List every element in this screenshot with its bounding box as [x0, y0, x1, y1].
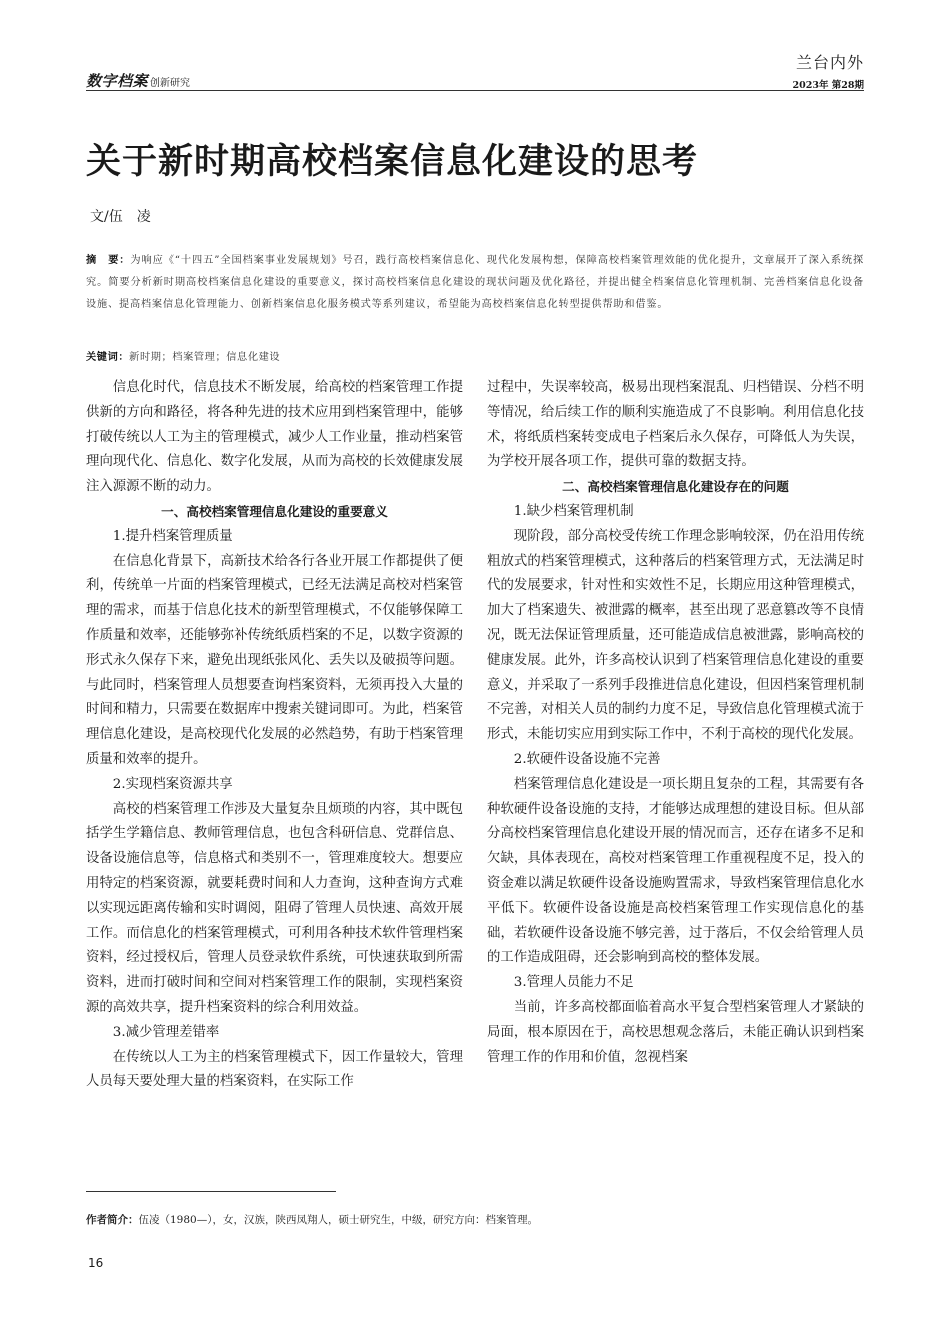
- paragraph-continued: 过程中，失误率较高，极易出现档案混乱、归档错误、分档不明等情况，给后续工作的顺利实施造成了不良影响。利用信息化技术，将纸质档案转变成电子档案后永久保存，可降低人为失误，为学校开展各项工作，提供可靠的数据支持。: [487, 380, 864, 470]
- subsection-heading: 3.管理人员能力不足: [513, 975, 634, 991]
- section-heading: 一、高校档案管理信息化建设的重要意义: [161, 503, 388, 519]
- article-title: 关于新时期高校档案信息化建设的思考: [86, 141, 699, 182]
- section-heading: 二、高校档案管理信息化建设存在的问题: [562, 479, 789, 495]
- abstract-label: 摘 要：: [86, 255, 131, 266]
- keywords-text: 新时期；档案管理；信息化建设: [129, 352, 281, 363]
- author-name: 伍 凌: [108, 209, 151, 225]
- paragraph: 档案管理信息化建设是一项长期且复杂的工程，其需要有各种软硬件设备设施的支持，才能够达成理想的建设目标。但从部分高校档案管理信息化建设开展的情况而言，还存在诸多不足和欠缺，具体表现在，高校对档案管理工作重视程度不足，投入的资金难以满足软硬件设备设施购置需求，导致档案管理信息化水平低下。软硬件设备设施是高校档案管理工作实现信息化的基础，若软硬件设备设施不够完善，过于落后，不仅会给管理人员的工作造成阻碍，还会影响到高校的整体发展。: [487, 776, 864, 966]
- footnote-label: 作者简介：: [86, 1214, 139, 1226]
- paragraph: 现阶段，部分高校受传统工作理念影响较深，仍在沿用传统粗放式的档案管理模式，这种落后的档案管理方式，无法满足时代的发展要求，针对性和实效性不足，长期应用这种管理模式，加大了档案遗失、被泄露的概率，甚至出现了恶意篡改等不良情况，既无法保证管理质量，还可能造成信息被泄露，影响高校的健康发展。此外，许多高校认识到了档案管理信息化建设的重要意义，并采取了一系列手段推进信息化建设，但因档案管理机制不完善，对相关人员的制约力度不足，导致信息化管理模式流于形式，未能切实应用到实际工作中，不利于高校的现代化发展。: [487, 528, 864, 743]
- keywords: [86, 348, 280, 363]
- paragraph: 在传统以人工为主的档案管理模式下，因工作量较大，管理人员每天要处理大量的档案资料，在实际工作: [86, 1049, 463, 1090]
- paragraph: 在信息化背景下，高新技术给各行各业开展工作都提供了便利，传统单一片面的档案管理模式，已经无法满足高校对档案管理的需求，而基于信息化技术的新型管理模式，不仅能够保障工作质量和效率，还能够弥补传统纸质档案的不足，以数字资源的形式永久保存下来，避免出现纸张风化、丢失以及破损等问题。与此同时，档案管理人员想要查询档案资料，无须再投入大量的时间和精力，只需要在数据库中搜索关键词即可。为此，档案管理信息化建设，是高校现代化发展的必然趋势，有助于档案管理质量和效率的提升。: [86, 553, 463, 767]
- author-footnote: [86, 1212, 538, 1227]
- paragraph: 当前，许多高校都面临着高水平复合型档案管理人才紧缺的局面，根本原因在于，高校思想观念落后，未能正确认识到档案管理工作的作用和价值，忽视档案: [487, 999, 864, 1065]
- page-number: 16: [88, 1256, 104, 1270]
- journal-issue: 2023年 第28期: [792, 80, 864, 91]
- subsection-heading: 1.提升档案管理质量: [112, 528, 233, 544]
- subsection-heading: 1.缺少档案管理机制: [513, 503, 634, 519]
- subsection-heading: 2.实现档案资源共享: [112, 776, 233, 792]
- paragraph: 信息化时代，信息技术不断发展，给高校的档案管理工作提供新的方向和路径，将各种先进的技术应用到档案管理中，能够打破传统以人工为主的管理模式，减少人工作业量，推动档案管理向现代化、信息化、数字化发展，从而为高校的长效健康发展注入源源不断的动力。: [86, 380, 463, 495]
- subsection-heading: 2.软硬件设备设施不完善: [513, 751, 661, 767]
- byline-prefix: 文/: [90, 209, 109, 225]
- footnote-text: 伍凌（1980—），女，汉族，陕西凤翔人，硕士研究生，中级，研究方向：档案管理。: [138, 1214, 538, 1226]
- journal-name: 兰台内外: [795, 53, 864, 72]
- footnote-divider: [86, 1191, 336, 1192]
- header-divider: [86, 90, 864, 91]
- keywords-label: 关键词：: [86, 352, 130, 363]
- abstract: [86, 250, 864, 316]
- journal-info: [793, 50, 864, 91]
- left-column: [86, 376, 463, 1095]
- header-brand: [86, 70, 190, 91]
- brand-main: 数字档案: [86, 72, 149, 90]
- abstract-text: 为响应《“十四五”全国档案事业发展规划》号召，践行高校档案信息化、现代化发展构想，保障高校档案管理效能的优化提升，文章展开了深入系统探究。简要分析新时期高校档案信息化建设的重要意义，探讨高校档案信息化建设的现状问题及优化路径，并提出健全档案信息化管理机制、完善档案信息化设备设施、提高档案信息化管理能力、创新档案信息化服务模式等系列建议，希望能为高校档案信息化转型提供帮助和借鉴。: [86, 255, 864, 310]
- right-column: [487, 376, 864, 1070]
- byline: [90, 206, 151, 226]
- paragraph: 高校的档案管理工作涉及大量复杂且烦琐的内容，其中既包括学生学籍信息、教师管理信息，也包含科研信息、党群信息、设备设施信息等，信息格式和类别不一，管理难度较大。想要应用特定的档案资源，就要耗费时间和人力查询，这种查询方式难以实现远距离传输和实时调阅，阻碍了管理人员快速、高效开展工作。而信息化的档案管理模式，可利用各种技术软件管理档案资料，经过授权后，管理人员登录软件系统，可快速获取到所需资料，进而打破时间和空间对档案管理工作的限制，实现档案资源的高效共享，提升档案资料的综合利用效益。: [86, 801, 463, 1015]
- brand-sub: 创新研究: [150, 78, 191, 89]
- subsection-heading: 3.减少管理差错率: [112, 1024, 220, 1040]
